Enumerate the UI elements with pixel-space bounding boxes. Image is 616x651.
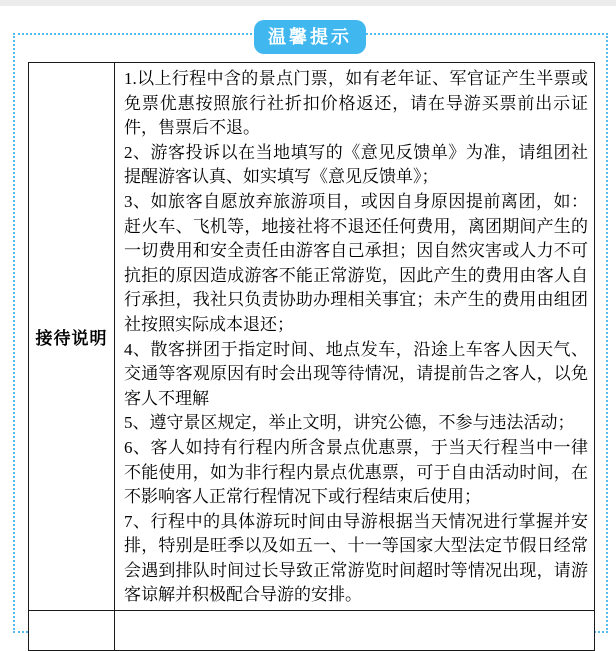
note-item-5: 5、遵守景区规定，举止文明，讲究公德，不参与违法活动； (124, 413, 575, 433)
next-row-header-cell (29, 611, 115, 651)
top-divider-bar (0, 0, 616, 6)
note-item-4: 4、散客拼团于指定时间、地点发车，沿途上车客人因天气、交通等客观原因有时会出现等待情况，请提前告之客人，以免客人不理解 (124, 339, 588, 408)
notes-cell (115, 63, 595, 611)
note-item-2: 2、游客投诉以在当地填写的《意见反馈单》为准，请组团社提醒游客认真、如实填写《意见反馈单》； (124, 142, 588, 187)
reception-table (28, 62, 595, 651)
note-item-3: 3、如旅客自愿放弃旅游项目，或因自身原因提前离团，如：赶火车、飞机等，地接社将不退还任何费用，离团期间产生的一切费用和安全责任由游客自己承担；因自然灾害或人力不可抗拒的原因造成游客不能正常游览，因此产生的费用由客人自行承担，我社只负责协助办理相关事宜；未产生的费用由组团社按照实际成本退还； (124, 191, 588, 334)
row-header-cell: 接待说明 (29, 63, 115, 611)
note-item-1: 1.以上行程中含的景点门票，如有老年证、军官证产生半票或免票优惠按照旅行社折扣价格返还，请在导游买票前出示证件，售票后不退。 (124, 69, 588, 138)
tips-badge: 温馨提示 (254, 20, 366, 54)
next-row-stub (29, 611, 595, 651)
note-item-6: 6、客人如持有行程内所含景点优惠票，于当天行程当中一律不能使用，如为非行程内景点优惠票，可于自由活动时间，在不影响客人正常行程情况下或行程结束后使用； (124, 437, 588, 507)
reception-row (29, 63, 595, 611)
next-row-content-cell (115, 611, 595, 651)
note-item-7: 7、行程中的具体游玩时间由导游根据当天情况进行掌握并安排，特别是旺季以及如五一、十一等国家大型法定节假日经常会遇到排队时间过长导致正常游览时间超时等情况出现，请游客谅解并积极配合导游的安排。 (124, 511, 588, 605)
